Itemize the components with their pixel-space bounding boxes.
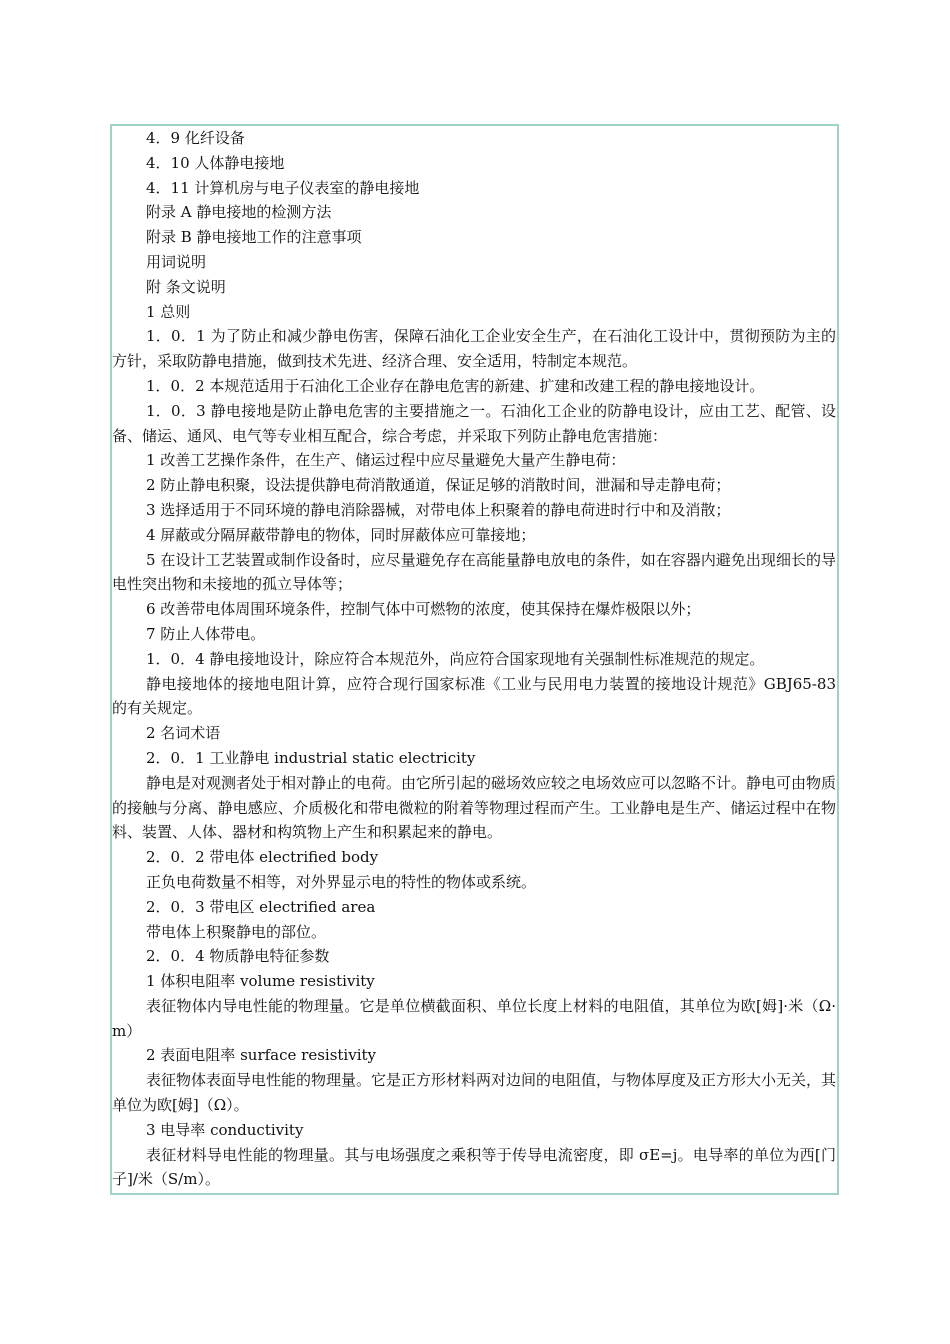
measure-5: 5 在设计工艺装置或制作设备时，应尽量避免存在高能量静电放电的条件，如在容器内避免出现细长的导电性突出物和未接地的孤立导体等； — [112, 550, 836, 594]
toc-line-4-11: 4．11 计算机房与电子仪表室的静电接地 — [146, 178, 420, 197]
toc-explanation: 附 条文说明 — [146, 277, 226, 296]
document-body — [112, 126, 837, 1192]
measure-6: 6 改善带电体周围环境条件，控制气体中可燃物的浓度，使其保持在爆炸极限以外； — [146, 600, 701, 619]
param-3-definition: 表征材料导电性能的物理量。其与电场强度之乘积等于传导电流密度，即 σE=j。电导率的单位为西[门子]/米（S/m）。 — [112, 1145, 836, 1189]
param-2: 2 表面电阻率 surface resistivity — [146, 1046, 376, 1065]
term-2-0-1-definition: 静电是对观测者处于相对静止的电荷。由它所引起的磁场效应较之电场效应可以忽略不计。静电可由物质的接触与分离、静电感应、介质极化和带电微粒的附着等物理过程而产生。工业静电是生产、储运过程中在物料、装置、人体、器材和构筑物上产生和积累起来的静电。 — [112, 773, 837, 842]
clause-1-0-4-note: 静电接地体的接地电阻计算，应符合现行国家标准《工业与民用电力装置的接地设计规范》GBJ65-83 的有关规定。 — [112, 674, 836, 718]
param-2-definition: 表征物体表面导电性能的物理量。它是正方形材料两对边间的电阻值，与物体厚度及正方形大小无关，其单位为欧[姆]（Ω）。 — [112, 1071, 837, 1115]
toc-wording: 用词说明 — [146, 252, 207, 271]
toc-appendix-a: 附录 A 静电接地的检测方法 — [146, 203, 332, 222]
measure-7: 7 防止人体带电。 — [146, 624, 266, 643]
toc-appendix-b: 附录 B 静电接地工作的注意事项 — [146, 228, 362, 247]
term-2-0-1: 2．0．1 工业静电 industrial static electricity — [146, 748, 476, 767]
clause-1-0-4: 1．0．4 静电接地设计，除应符合本规范外，尚应符合国家现地有关强制性标准规范的规定。 — [146, 649, 765, 668]
param-1-definition: 表征物体内导电性能的物理量。它是单位横截面积、单位长度上材料的电阻值，其单位为欧[姆]·米（Ω·m） — [112, 996, 836, 1040]
measure-2: 2 防止静电积聚，设法提供静电荷消散通道，保证足够的消散时间，泄漏和导走静电荷； — [146, 476, 731, 495]
term-2-0-4: 2．0．4 物质静电特征参数 — [146, 947, 330, 966]
term-2-0-2-definition: 正负电荷数量不相等，对外界显示电的特性的物体或系统。 — [146, 872, 537, 891]
clause-1-0-2: 1．0．2 本规范适用于石油化工企业存在静电危害的新建、扩建和改建工程的静电接地设计。 — [146, 376, 765, 395]
section-heading-2: 2 名词术语 — [146, 724, 221, 743]
measure-1: 1 改善工艺操作条件，在生产、储运过程中应尽量避免大量产生静电荷： — [146, 451, 626, 470]
section-heading-1: 1 总则 — [146, 302, 191, 321]
measure-4: 4 屏蔽或分隔屏蔽带静电的物体，同时屏蔽体应可靠接地； — [146, 525, 536, 544]
param-3: 3 电导率 conductivity — [146, 1120, 304, 1139]
param-1: 1 体积电阻率 volume resistivity — [146, 972, 375, 991]
clause-1-0-1: 1．0．1 为了防止和减少静电伤害，保障石油化工企业安全生产，在石油化工设计中，贯彻预防为主的方针，采取防静电措施，做到技术先进、经济合理、安全适用，特制定本规范。 — [112, 327, 836, 371]
measure-3: 3 选择适用于不同环境的静电消除器械，对带电体上积聚着的静电荷进时行中和及消散； — [146, 500, 731, 519]
term-2-0-3-definition: 带电体上积聚静电的部位。 — [146, 922, 327, 941]
toc-line-4-10: 4．10 人体静电接地 — [146, 153, 285, 172]
toc-line-4-9: 4．9 化纤设备 — [146, 129, 245, 147]
term-2-0-2: 2．0．2 带电体 electrified body — [146, 848, 379, 867]
clause-1-0-3: 1．0．3 静电接地是防止静电危害的主要措施之一。石油化工企业的防静电设计，应由工艺、配管、设备、储运、通风、电气等专业相互配合，综合考虑，并采取下列防止静电危害措施： — [112, 401, 836, 445]
term-2-0-3: 2．0．3 带电区 electrified area — [146, 897, 376, 916]
